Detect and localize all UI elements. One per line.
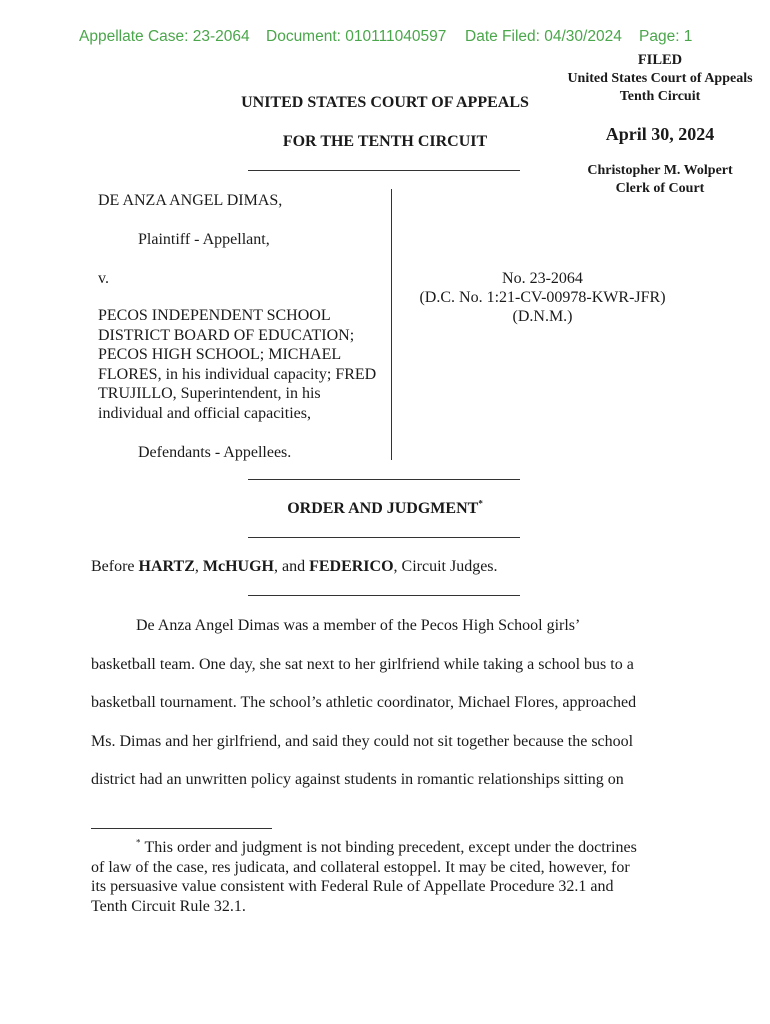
court-title-line2: FOR THE TENTH CIRCUIT xyxy=(282,133,488,150)
rule-caption-bottom xyxy=(248,479,520,480)
case-number: No. 23-2064 xyxy=(502,270,583,287)
versus: v. xyxy=(98,270,109,287)
footnote-line: of law of the case, res judicata, and collateral estoppel. It may be cited, however, for xyxy=(91,858,630,876)
body-line: district had an unwritten policy against students in romantic relationships sitting on xyxy=(91,771,624,788)
before-separator: , xyxy=(194,558,203,575)
court-title-line1: UNITED STATES COURT OF APPEALS xyxy=(241,94,529,111)
defendants-line: FLORES, in his individual capacity; FRED xyxy=(98,365,377,383)
footnote-mark: * xyxy=(136,837,141,848)
district: (D.N.M.) xyxy=(512,308,573,325)
footnote-text: This order and judgment is not binding precedent, except under the doctrines xyxy=(144,839,637,856)
judge-mchugh: McHUGH xyxy=(202,558,274,575)
district-court-number: (D.C. No. 1:21-CV-00978-KWR-JFR) xyxy=(419,289,666,306)
body-line: Ms. Dimas and her girlfriend, and said they could not sit together because the school xyxy=(91,733,634,750)
filed-label: FILED xyxy=(637,52,683,68)
plaintiff-name: DE ANZA ANGEL DIMAS, xyxy=(98,192,283,209)
clerk-title: Clerk of Court xyxy=(615,181,705,196)
header-document: Document: 010111040597 xyxy=(266,28,447,45)
filed-circuit: Tenth Circuit xyxy=(619,89,701,104)
rule-top xyxy=(248,170,520,171)
before-suffix: , Circuit Judges. xyxy=(393,558,498,575)
order-footnote-mark: * xyxy=(478,498,483,509)
order-title xyxy=(215,500,555,518)
defendants-line: DISTRICT BOARD OF EDUCATION; xyxy=(98,326,355,344)
footnote-rule xyxy=(91,828,272,829)
footnote-line: Tenth Circuit Rule 32.1. xyxy=(91,897,246,915)
defendants-line: TRUJILLO, Superintendent, in his xyxy=(98,385,321,402)
before-judges xyxy=(91,558,498,576)
clerk-name: Christopher M. Wolpert xyxy=(587,163,733,178)
header-case: Appellate Case: 23-2064 xyxy=(79,28,250,45)
defendants-line: PECOS HIGH SCHOOL; MICHAEL xyxy=(98,346,342,363)
defendants-line: individual and official capacities, xyxy=(98,404,311,422)
header-page: Page: 1 xyxy=(639,28,693,45)
defendants-block xyxy=(98,306,376,423)
body-line: basketball tournament. The school’s athletic coordinator, Michael Flores, approached xyxy=(91,694,637,711)
rule-before xyxy=(248,595,520,596)
footnote xyxy=(91,838,637,916)
body-line: basketball team. One day, she sat next to her girlfriend while taking a school bus to a xyxy=(91,656,634,673)
filed-date: April 30, 2024 xyxy=(605,124,715,144)
judge-federico: FEDERICO xyxy=(309,558,394,575)
body-line: De Anza Angel Dimas was a member of the Pecos High School girls’ xyxy=(136,617,581,634)
caption-divider xyxy=(391,189,392,460)
plaintiff-role: Plaintiff - Appellant, xyxy=(138,231,270,248)
rule-order xyxy=(248,537,520,538)
defendants-line: PECOS INDEPENDENT SCHOOL xyxy=(98,307,331,324)
defendants-role: Defendants - Appellees. xyxy=(138,444,292,461)
footnote-line xyxy=(91,838,637,858)
before-prefix: Before xyxy=(91,558,139,575)
before-separator: , and xyxy=(273,558,310,575)
header-date-filed: Date Filed: 04/30/2024 xyxy=(465,28,622,45)
order-title-text: ORDER AND JUDGMENT xyxy=(287,500,479,517)
filed-court: United States Court of Appeals xyxy=(567,71,753,86)
footnote-line: its persuasive value consistent with Federal Rule of Appellate Procedure 32.1 and xyxy=(91,878,614,895)
judge-hartz: HARTZ xyxy=(138,558,195,575)
